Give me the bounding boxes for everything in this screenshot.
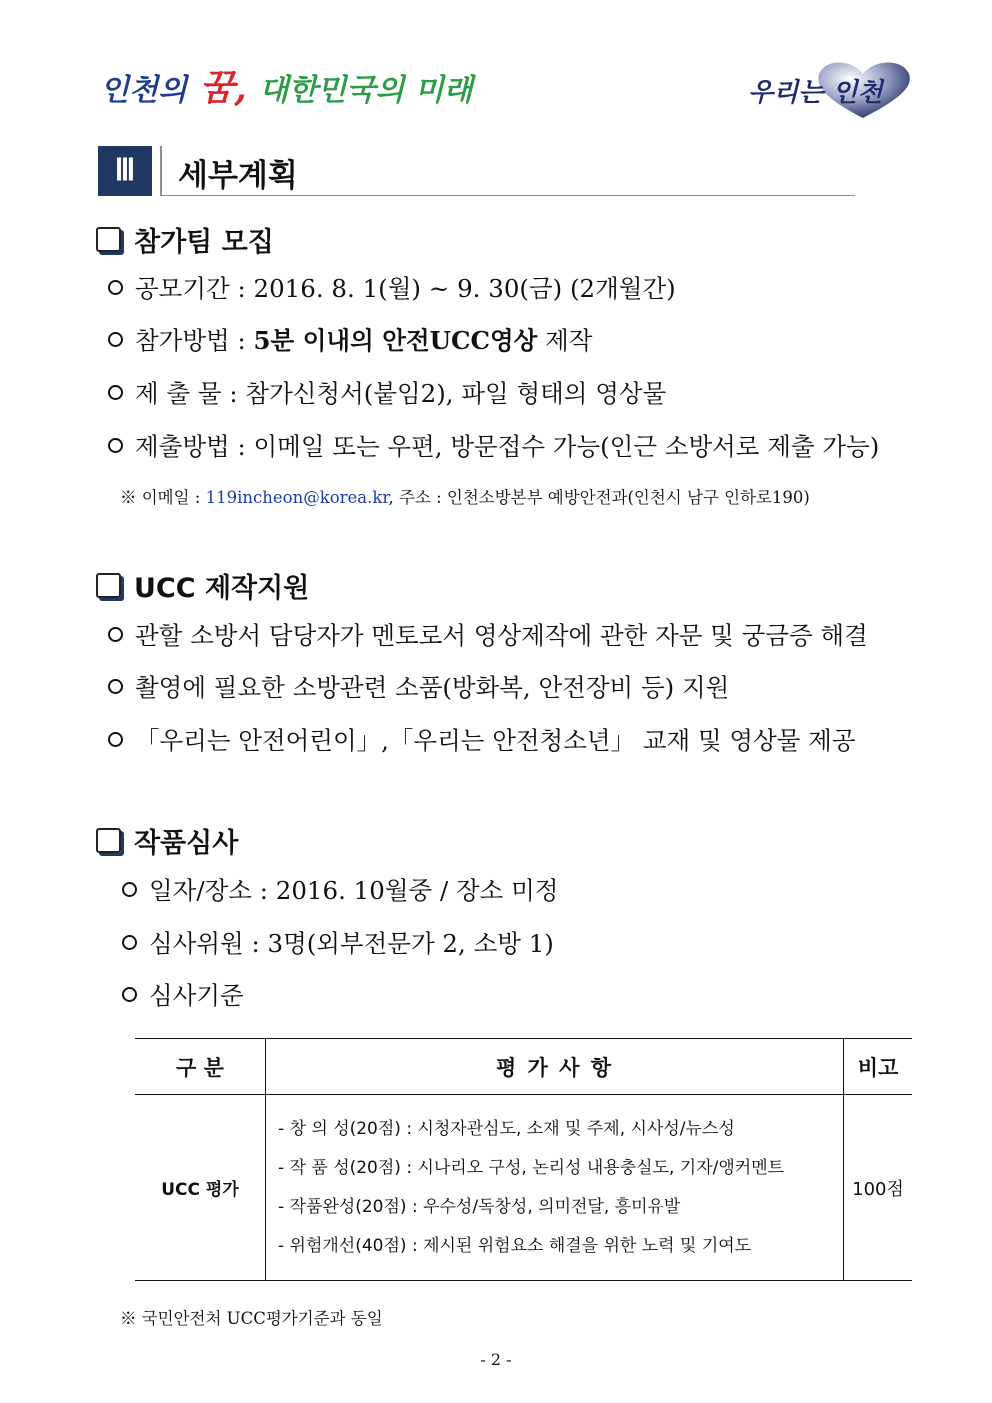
incheon-slogan-logo: 인천의 꿈, 대한민국의 미래 xyxy=(100,67,473,109)
table-row xyxy=(135,1095,912,1281)
we-are-incheon-logo: 우리는 인천 xyxy=(748,58,918,120)
chapter-underline xyxy=(160,195,855,196)
criterion: - 위험개선(40점) : 제시된 위험요소 해결을 위한 노력 및 기여도 xyxy=(278,1235,752,1256)
contact-note: ※ 이메일 : 119incheon@korea.kr, 주소 : 인천소방본부 예방안전과(인천시 남구 인하로190) xyxy=(120,488,810,507)
header-note: 비고 xyxy=(844,1039,913,1095)
criterion: - 작 품 성(20점) : 시나리오 구성, 논리성 내용충실도, 기자/앵커멘트 xyxy=(278,1157,785,1178)
circle-bullet-icon xyxy=(108,627,123,642)
email-link[interactable]: 119incheon@korea.kr xyxy=(205,488,389,507)
square-bullet-icon xyxy=(96,573,121,598)
section-heading-review: 작품심사 xyxy=(96,821,238,860)
row-note: 100점 xyxy=(844,1095,913,1281)
criterion: - 창 의 성(20점) : 시청자관심도, 소재 및 주제, 시사성/뉴스성 xyxy=(278,1118,735,1139)
circle-bullet-icon xyxy=(122,882,137,897)
section-heading-support: UCC 제작지원 xyxy=(96,566,309,605)
circle-bullet-icon xyxy=(108,385,123,400)
list-item: 관할 소방서 담당자가 멘토로서 영상제작에 관한 자문 및 궁금증 해결 xyxy=(108,620,868,652)
list-item: 일자/장소 : 2016. 10월중 / 장소 미정 xyxy=(122,875,558,907)
section-heading-recruit: 참가팀 모집 xyxy=(96,220,274,259)
list-item: 심사기준 xyxy=(122,980,244,1012)
chapter-number: Ⅲ xyxy=(98,146,152,196)
circle-bullet-icon xyxy=(122,987,137,1002)
row-criteria xyxy=(266,1095,844,1281)
list-item: 심사위원 : 3명(외부전문가 2, 소방 1) xyxy=(122,928,554,960)
criteria-table xyxy=(135,1038,912,1281)
circle-bullet-icon xyxy=(108,438,123,453)
criterion: - 작품완성(20점) : 우수성/독창성, 의미전달, 흥미유발 xyxy=(278,1196,681,1217)
footnote: ※ 국민안전처 UCC평가기준과 동일 xyxy=(120,1309,383,1328)
square-bullet-icon xyxy=(96,828,121,853)
list-item: 공모기간 : 2016. 8. 1(월) ~ 9. 30(금) (2개월간) xyxy=(108,273,676,305)
table-header-row xyxy=(135,1039,912,1095)
circle-bullet-icon xyxy=(108,332,123,347)
row-category: UCC 평가 xyxy=(135,1095,266,1281)
list-item: 「우리는 안전어린이」,「우리는 안전청소년」 교재 및 영상물 제공 xyxy=(108,725,856,757)
list-item: 제출방법 : 이메일 또는 우편, 방문접수 가능(인근 소방서로 제출 가능) xyxy=(108,431,879,463)
square-bullet-icon xyxy=(96,227,121,252)
header-items: 평 가 사 항 xyxy=(266,1039,844,1095)
list-item: 촬영에 필요한 소방관련 소품(방화복, 안전장비 등) 지원 xyxy=(108,672,729,704)
circle-bullet-icon xyxy=(108,732,123,747)
circle-bullet-icon xyxy=(122,935,137,950)
circle-bullet-icon xyxy=(108,679,123,694)
chapter-title: 세부계획 xyxy=(178,158,298,194)
page-number: - 2 - xyxy=(480,1350,512,1369)
header-category: 구 분 xyxy=(135,1039,266,1095)
list-item: 참가방법 : 5분 이내의 안전UCC영상 제작 xyxy=(108,325,592,357)
list-item: 제 출 물 : 참가신청서(붙임2), 파일 형태의 영상물 xyxy=(108,378,666,410)
chapter-divider xyxy=(160,146,162,196)
circle-bullet-icon xyxy=(108,280,123,295)
